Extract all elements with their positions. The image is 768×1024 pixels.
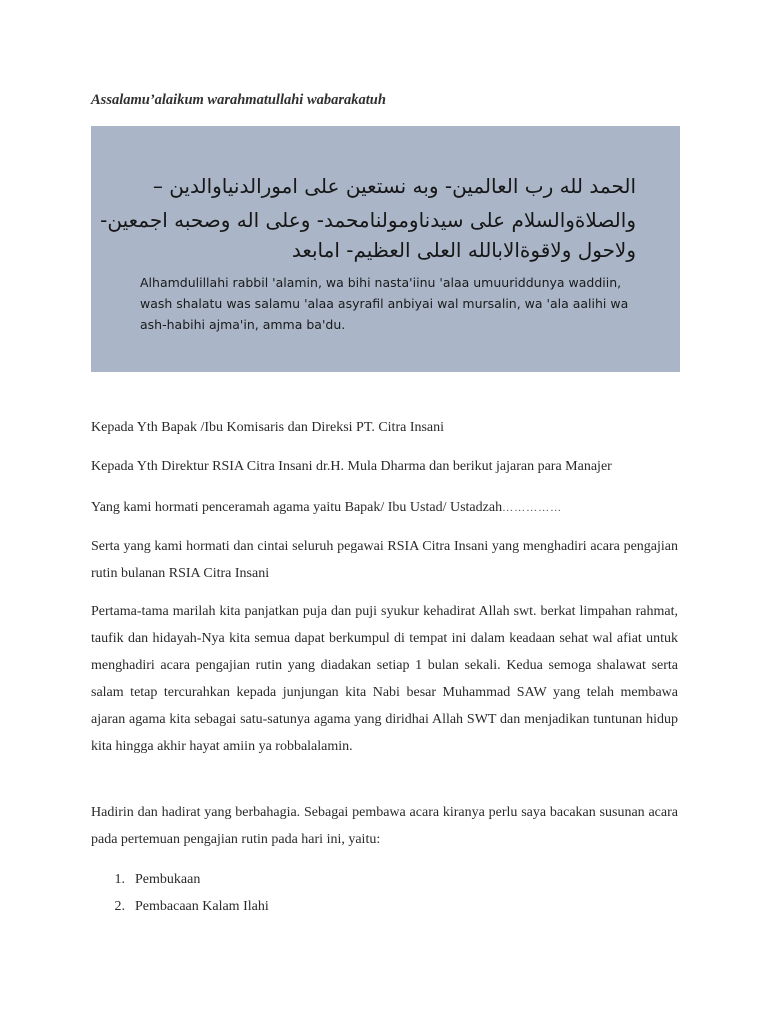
agenda-item (91, 893, 678, 920)
salutation-commissioners: Kepada Yth Bapak /Ibu Komisaris dan Direksi PT. Citra Insani (91, 420, 445, 435)
greeting: Assalamu’alaikum warahmatullahi wabarakatuh (91, 92, 386, 108)
agenda-item-label: Pembukaan (135, 872, 201, 887)
arabic-line: ولاحول ولاقوةالابالله العلى العظيم- امابعد (291, 238, 636, 262)
salutation-employees: Serta yang kami hormati dan cintai seluruh pegawai RSIA Citra Insani yang menghadiri acara pengajian rutin bulanan RSIA Citra Insani (91, 539, 678, 581)
arabic-line: والصلاةوالسلام على سيدناومولنامحمد- وعلى اله وصحبه اجمعين- (100, 208, 636, 232)
agenda-item-number: 1. (114, 872, 125, 887)
agenda-item-label: Pembacaan Kalam Ilahi (135, 899, 269, 914)
arabic-line: الحمد لله رب العالمين- وبه نستعين على امورالدنياوالدين – (152, 174, 636, 198)
salutation-preacher (91, 494, 678, 522)
salutation-director: Kepada Yth Direktur RSIA Citra Insani dr.H. Mula Dharma dan berikut jajaran para Manajer (91, 459, 612, 474)
agenda-item (91, 866, 678, 893)
agenda-list (91, 866, 678, 920)
blank-dots: …………… (502, 502, 563, 514)
arabic-transliteration: Alhamdulillahi rabbil 'alamin, wa bihi nasta'iinu 'alaa umuuriddunya waddiin, wash shalatu was salamu 'alaa asyrafil anbiyai wal mursalin, wa 'ala aalihi wa ash-habihi ajma'in, amma ba'du. (140, 275, 629, 332)
salutation-preacher-text: Yang kami hormati penceramah agama yaitu Bapak/ Ibu Ustad/ Ustadzah (91, 500, 503, 515)
agenda-item-number: 2. (114, 899, 125, 914)
arabic-opening-box (91, 126, 680, 372)
opening-gratitude-paragraph: Pertama-tama marilah kita panjatkan puja dan puji syukur kehadirat Allah swt. berkat limpahan rahmat, taufik dan hidayah-Nya kita semua dapat berkumpul di tempat ini dalam keadaan sehat wal afiat untuk menghadiri acara pengajian rutin yang diadakan setiap 1 bulan sekali. Kedua semoga shalawat serta salam tetap tercurahkan kepada junjungan kita Nabi besar Muhammad SAW yang telah membawa ajaran agama kita sebagai satu-satunya agama yang diridhai Allah SWT dan menjadikan tuntunan hidup kita hingga akhir hayat amiin ya robbalalamin. (91, 604, 678, 754)
agenda-intro-paragraph: Hadirin dan hadirat yang berbahagia. Sebagai pembawa acara kiranya perlu saya bacakan susunan acara pada pertemuan pengajian rutin pada hari ini, yaitu: (91, 805, 678, 847)
